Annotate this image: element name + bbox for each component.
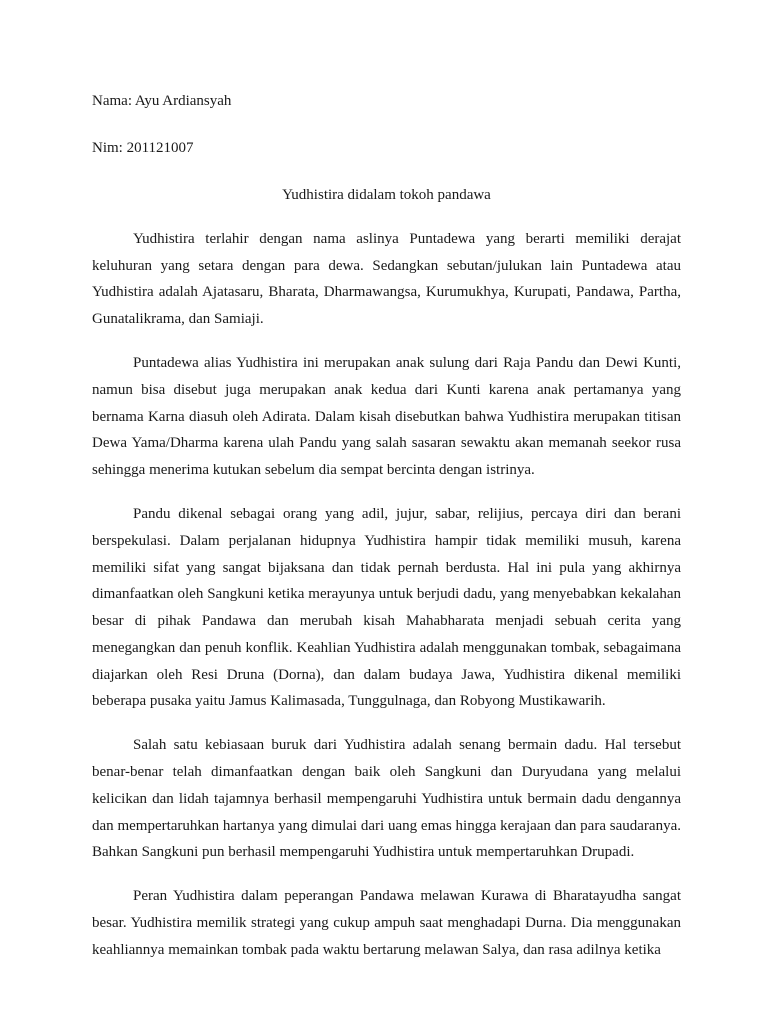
paragraph-5: Peran Yudhistira dalam peperangan Pandawa melawan Kurawa di Bharatayudha sangat besar. Yudhistira memilik strategi yang cukup ampuh saat menghadapi Durna. Dia menggunakan keahliannya memainkan tombak pada waktu bertarung melawan Salya, dan rasa adilnya ketika <box>92 888 681 958</box>
student-name: Nama: Ayu Ardiansyah <box>92 93 232 109</box>
paragraph-2: Puntadewa alias Yudhistira ini merupakan anak sulung dari Raja Pandu dan Dewi Kunti, namun bisa disebut juga merupakan anak kedua dari Kunti karena anak pertamanya yang bernama Karna diasuh oleh Adirata. Dalam kisah disebutkan bahwa Yudhistira merupakan titisan Dewa Yama/Dharma karena ulah Pandu yang salah sasaran sewaktu akan memanah seekor rusa sehingga menerima kutukan sebelum dia sempat bercinta dengan istrinya. <box>92 355 681 479</box>
document-body <box>92 89 681 981</box>
paragraph-4: Salah satu kebiasaan buruk dari Yudhistira adalah senang bermain dadu. Hal tersebut benar-benar telah dimanfaatkan dengan baik oleh Sangkuni dan Duryudana yang melalui kelicikan dan lidah tajamnya berhasil mempengaruhi Yudhistira untuk bermain dadu dengannya dan mempertaruhkan hartanya yang dimulai dari uang emas hingga kerajaan dan para saudaranya. Bahkan Sangkuni pun berhasil mempengaruhi Yudhistira untuk mempertaruhkan Drupadi. <box>92 737 681 861</box>
document-title: Yudhistira didalam tokoh pandawa <box>282 187 491 203</box>
student-nim: Nim: 201121007 <box>92 140 194 156</box>
paragraph-3: Pandu dikenal sebagai orang yang adil, jujur, sabar, relijius, percaya diri dan berani berspekulasi. Dalam perjalanan hidupnya Yudhistira hampir tidak memiliki musuh, karena memiliki sifat yang sangat bijaksana dan tidak pernah berdusta. Hal ini pula yang akhirnya dimanfaatkan oleh Sangkuni ketika merayunya untuk berjudi dadu, yang menyebabkan kekalahan besar di pihak Pandawa dan merubah kisah Mahabharata menjadi sebuah cerita yang menegangkan dan penuh konflik. Keahlian Yudhistira adalah menggunakan tombak, sebagaimana diajarkan oleh Resi Druna (Dorna), dan dalam budaya Jawa, Yudhistira dikenal memiliki beberapa pusaka yaitu Jamus Kalimasada, Tunggulnaga, dan Robyong Mustikawarih. <box>92 506 681 710</box>
paragraph-1: Yudhistira terlahir dengan nama aslinya Puntadewa yang berarti memiliki derajat keluhuran yang setara dengan para dewa. Sedangkan sebutan/julukan lain Puntadewa atau Yudhistira adalah Ajatasaru, Bharata, Dharmawangsa, Kurumukhya, Kurupati, Pandawa, Partha, Gunatalikrama, dan Samiaji. <box>92 231 681 328</box>
